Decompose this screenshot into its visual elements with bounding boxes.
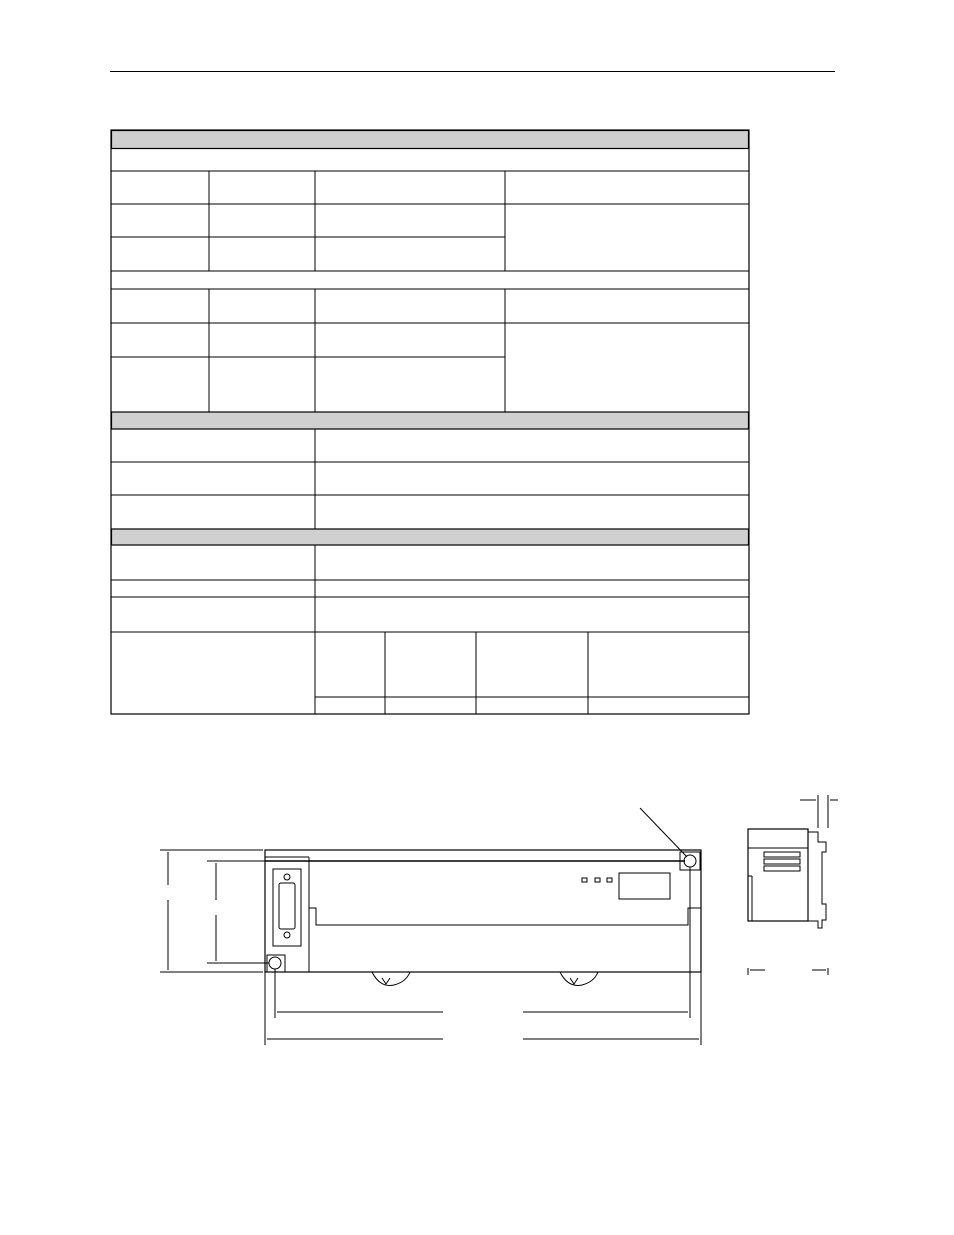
led-icon — [582, 878, 587, 882]
din-clip-profile — [808, 832, 826, 928]
mounting-hole-icon — [269, 957, 281, 969]
front-view — [265, 850, 701, 1045]
module-outline — [265, 850, 701, 972]
height-dimensions — [160, 850, 269, 972]
side-body — [748, 829, 808, 921]
width-dimensions — [267, 867, 701, 1045]
screw-icon — [284, 874, 290, 880]
rail-clip-icon — [560, 972, 598, 985]
dsub-connector-icon — [279, 883, 295, 929]
led-icon — [607, 878, 612, 882]
side-view — [748, 795, 838, 975]
screw-icon — [284, 932, 290, 938]
mounting-hole-icon — [684, 855, 696, 867]
recess-outline — [309, 908, 701, 925]
led-icon — [595, 878, 600, 882]
display-window — [619, 873, 670, 899]
connector-housing — [273, 869, 301, 946]
rail-clip-icon — [372, 972, 410, 985]
